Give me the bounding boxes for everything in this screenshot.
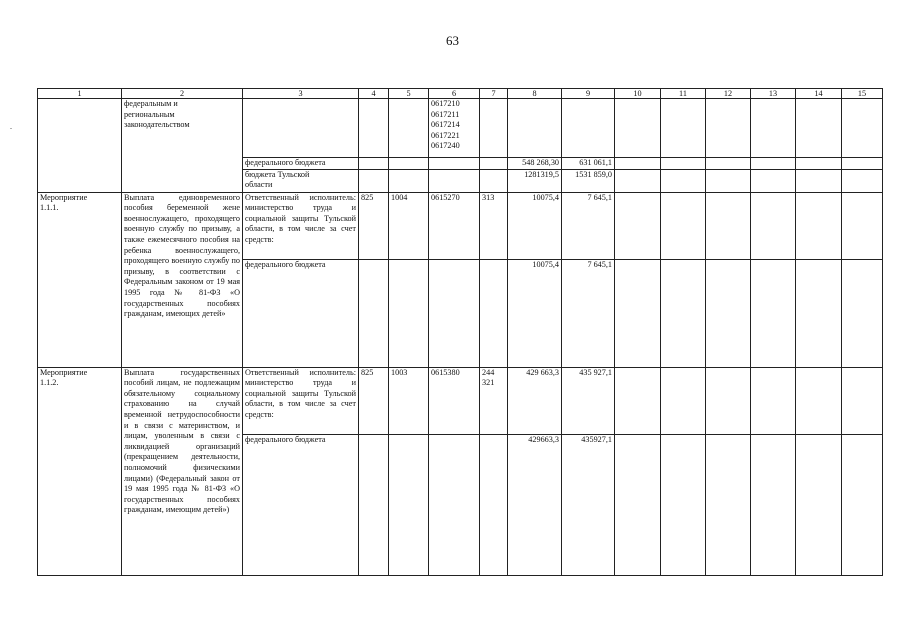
executor-cell: Ответственный исполнитель: министерство труда и социальной защиты Тульской области, в том числе за счет средств:	[243, 192, 359, 259]
measure-id: Мероприятие 1.1.1.	[38, 192, 122, 367]
amount-cell: 10075,4	[508, 259, 562, 367]
cell	[243, 99, 359, 158]
table-row	[38, 367, 883, 434]
cell	[706, 99, 751, 158]
amount-cell: 429663,3	[508, 434, 562, 575]
cell	[751, 259, 796, 367]
cell	[359, 259, 389, 367]
cell	[389, 434, 429, 575]
cell	[615, 99, 661, 158]
amount-cell: 631 061,1	[562, 158, 615, 170]
amount-cell: 1531 859,0	[562, 169, 615, 192]
table-row	[38, 192, 883, 259]
col-header: 11	[661, 89, 706, 99]
amount-cell: 435927,1	[562, 434, 615, 575]
amount-cell: 435 927,1	[562, 367, 615, 434]
funding-source: федерального бюджета	[243, 259, 359, 367]
cell	[615, 192, 661, 259]
cell	[796, 158, 842, 170]
margin-mark: .	[10, 122, 12, 131]
executor-cell: Ответственный исполнитель: министерство труда и социальной защиты Тульской области, в том числе за счет средств:	[243, 367, 359, 434]
col-header: 5	[389, 89, 429, 99]
col-header: 10	[615, 89, 661, 99]
measure-description: Выплата единовременного пособия беременной жене военнослужащего, проходящего военную службу по призыву, а также ежемесячного пособия на ребенка военнослужащего, проходящего военную службу по призыву, в соответствии с Федеральным законом от 19 мая 1995 года № 81-ФЗ «О государственных пособиях гражданам, имеющих детей»	[122, 192, 243, 367]
col-header: 2	[122, 89, 243, 99]
cell	[706, 192, 751, 259]
cell	[751, 192, 796, 259]
cell	[751, 158, 796, 170]
cell	[661, 434, 706, 575]
col-header: 7	[480, 89, 508, 99]
cell	[615, 158, 661, 170]
cell	[842, 169, 883, 192]
cell	[661, 99, 706, 158]
cell	[480, 259, 508, 367]
cell	[796, 169, 842, 192]
cell	[751, 367, 796, 434]
cell	[615, 259, 661, 367]
cell	[751, 99, 796, 158]
cell	[706, 367, 751, 434]
cell	[389, 99, 429, 158]
cell	[429, 259, 480, 367]
cell	[389, 259, 429, 367]
cell	[796, 259, 842, 367]
cell	[706, 259, 751, 367]
col-header: 13	[751, 89, 796, 99]
col-header: 8	[508, 89, 562, 99]
code-cell: 1003	[389, 367, 429, 434]
amount-cell: 1281319,5	[508, 169, 562, 192]
col-header: 15	[842, 89, 883, 99]
cell	[842, 434, 883, 575]
code-cell: 0615270	[429, 192, 480, 259]
cell	[842, 259, 883, 367]
cell	[706, 434, 751, 575]
header-row	[38, 89, 883, 99]
cell	[480, 434, 508, 575]
cell	[661, 259, 706, 367]
col-header: 12	[706, 89, 751, 99]
code-cell: 313	[480, 192, 508, 259]
code-cell: 244 321	[480, 367, 508, 434]
cell	[796, 367, 842, 434]
col-header: 4	[359, 89, 389, 99]
cell	[389, 169, 429, 192]
cell	[480, 169, 508, 192]
funding-source: федерального бюджета	[243, 158, 359, 170]
cell	[751, 169, 796, 192]
cell	[796, 99, 842, 158]
page-number: 63	[446, 33, 459, 48]
cell	[661, 169, 706, 192]
funding-source: федерального бюджета	[243, 434, 359, 575]
cell	[842, 192, 883, 259]
cell	[615, 434, 661, 575]
cell	[429, 158, 480, 170]
cell	[661, 158, 706, 170]
cell	[751, 434, 796, 575]
cell	[842, 158, 883, 170]
code-cell: 825	[359, 192, 389, 259]
cell	[842, 99, 883, 158]
amount-cell: 10075,4	[508, 192, 562, 259]
cell	[480, 99, 508, 158]
cell	[796, 434, 842, 575]
cell	[38, 99, 122, 193]
amount-cell: 7 645,1	[562, 192, 615, 259]
col-header: 9	[562, 89, 615, 99]
code-cell: 1004	[389, 192, 429, 259]
cell	[480, 158, 508, 170]
table-row	[38, 99, 883, 158]
cell	[508, 99, 562, 158]
code-cell: 825	[359, 367, 389, 434]
cell	[706, 158, 751, 170]
measure-description: Выплата государственных пособий лицам, не подлежащим обязательному социальному страхованию на случай временной нетрудоспособности и в связи с материнством, и лицам, уволенным в связи с ликвидацией организаций (прекращением деятельности, полномочий физическими лицами) (Федеральный закон от 19 мая 1995 года № 81-ФЗ «О государственных пособиях гражданам, имеющим детей»)	[122, 367, 243, 575]
funding-source: бюджета Тульской области	[243, 169, 359, 192]
col-header: 14	[796, 89, 842, 99]
cell	[429, 434, 480, 575]
cell	[661, 192, 706, 259]
cell	[796, 192, 842, 259]
code-cell: 0615380	[429, 367, 480, 434]
cell	[389, 158, 429, 170]
measure-description: федеральным и региональным законодательством	[122, 99, 243, 193]
col-header: 3	[243, 89, 359, 99]
cell	[615, 169, 661, 192]
cell	[842, 367, 883, 434]
cell	[706, 169, 751, 192]
cell	[562, 99, 615, 158]
amount-cell: 7 645,1	[562, 259, 615, 367]
col-header: 1	[38, 89, 122, 99]
amount-cell: 548 268,30	[508, 158, 562, 170]
cell	[359, 169, 389, 192]
cell	[359, 434, 389, 575]
amount-cell: 429 663,3	[508, 367, 562, 434]
cell	[359, 99, 389, 158]
cell	[359, 158, 389, 170]
measure-id: Мероприятие 1.1.2.	[38, 367, 122, 575]
code-cell: 0617210 0617211 0617214 0617221 0617240	[429, 99, 480, 158]
cell	[661, 367, 706, 434]
cell	[429, 169, 480, 192]
col-header: 6	[429, 89, 480, 99]
cell	[615, 367, 661, 434]
budget-table	[37, 88, 883, 576]
